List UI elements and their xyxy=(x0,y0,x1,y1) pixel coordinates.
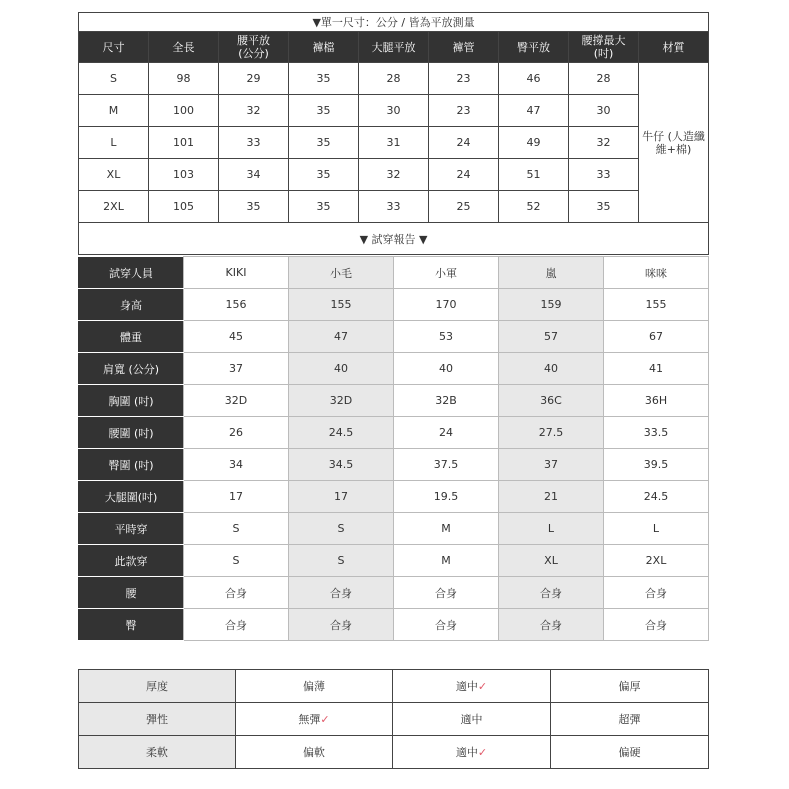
size-header-cell: 褲檔 xyxy=(289,32,359,63)
size-cell: 47 xyxy=(499,95,569,127)
report-cell: 小毛 xyxy=(289,257,394,289)
report-cell: 33.5 xyxy=(604,417,709,449)
report-row xyxy=(79,577,709,609)
report-cell: XL xyxy=(499,545,604,577)
fabric-row-label: 柔軟 xyxy=(79,736,236,769)
report-row xyxy=(79,353,709,385)
size-header-cell: 全長 xyxy=(149,32,219,63)
report-cell: 合身 xyxy=(184,609,289,641)
report-row-label: 平時穿 xyxy=(79,513,184,545)
report-cell: 39.5 xyxy=(604,449,709,481)
report-cell: 2XL xyxy=(604,545,709,577)
fabric-option-label: 適中 xyxy=(460,713,483,726)
size-row xyxy=(79,63,709,95)
fabric-option-cell xyxy=(393,703,551,736)
report-cell: 32D xyxy=(289,385,394,417)
fabric-row xyxy=(79,703,709,736)
report-cell: 32B xyxy=(394,385,499,417)
report-row xyxy=(79,449,709,481)
fitting-report-table xyxy=(78,256,709,641)
size-cell: 35 xyxy=(289,191,359,223)
report-row xyxy=(79,321,709,353)
report-cell: 36C xyxy=(499,385,604,417)
fabric-option-label: 偏厚 xyxy=(618,680,641,693)
fabric-option-cell xyxy=(393,670,551,703)
size-cell: 2XL xyxy=(79,191,149,223)
fabric-row xyxy=(79,670,709,703)
report-row-label: 身高 xyxy=(79,289,184,321)
size-cell: 105 xyxy=(149,191,219,223)
size-row xyxy=(79,159,709,191)
report-cell: 21 xyxy=(499,481,604,513)
size-cell: 35 xyxy=(289,159,359,191)
size-cell: 33 xyxy=(219,127,289,159)
report-cell: 19.5 xyxy=(394,481,499,513)
size-cell: 23 xyxy=(429,63,499,95)
fabric-option-cell xyxy=(551,670,709,703)
size-row xyxy=(79,95,709,127)
size-cell: 49 xyxy=(499,127,569,159)
size-cell: 46 xyxy=(499,63,569,95)
report-cell: 41 xyxy=(604,353,709,385)
size-cell: 32 xyxy=(359,159,429,191)
fabric-table xyxy=(78,669,709,769)
size-cell: 35 xyxy=(569,191,639,223)
report-cell: 24.5 xyxy=(604,481,709,513)
report-cell: 40 xyxy=(499,353,604,385)
size-cell: 28 xyxy=(569,63,639,95)
report-row xyxy=(79,417,709,449)
report-cell: L xyxy=(604,513,709,545)
size-cell: 35 xyxy=(219,191,289,223)
report-row xyxy=(79,481,709,513)
fabric-option-label: 偏硬 xyxy=(618,746,641,759)
report-cell: 26 xyxy=(184,417,289,449)
report-cell: 17 xyxy=(184,481,289,513)
report-cell: S xyxy=(289,545,394,577)
report-cell: L xyxy=(499,513,604,545)
report-cell: 170 xyxy=(394,289,499,321)
size-cell: L xyxy=(79,127,149,159)
size-cell: 35 xyxy=(289,127,359,159)
report-row xyxy=(79,289,709,321)
material-cell: 牛仔 (人造纖維+棉) xyxy=(639,63,709,223)
size-cell: 32 xyxy=(219,95,289,127)
size-header-cell: 尺寸 xyxy=(79,32,149,63)
report-cell: KIKI xyxy=(184,257,289,289)
report-cell: S xyxy=(184,545,289,577)
size-cell: 24 xyxy=(429,127,499,159)
report-cell: 156 xyxy=(184,289,289,321)
report-cell: 40 xyxy=(289,353,394,385)
report-row-label: 胸圍 (吋) xyxy=(79,385,184,417)
report-cell: 40 xyxy=(394,353,499,385)
size-cell: 33 xyxy=(569,159,639,191)
report-cell: 155 xyxy=(604,289,709,321)
size-cell: 35 xyxy=(289,63,359,95)
size-cell: 101 xyxy=(149,127,219,159)
report-cell: M xyxy=(394,513,499,545)
fabric-option-cell xyxy=(551,703,709,736)
report-cell: 合身 xyxy=(394,577,499,609)
report-cell: 45 xyxy=(184,321,289,353)
fabric-option-cell xyxy=(236,670,393,703)
report-cell: 67 xyxy=(604,321,709,353)
report-cell: 17 xyxy=(289,481,394,513)
size-caption: ▼單一尺寸：公分 / 皆為平放測量 xyxy=(79,13,709,32)
report-row-label: 試穿人員 xyxy=(79,257,184,289)
report-cell: 155 xyxy=(289,289,394,321)
report-row xyxy=(79,385,709,417)
size-cell: 31 xyxy=(359,127,429,159)
fabric-option-label: 無彈 xyxy=(298,713,321,726)
report-cell: 159 xyxy=(499,289,604,321)
fabric-option-label: 偏薄 xyxy=(303,680,325,693)
report-row-label: 此款穿 xyxy=(79,545,184,577)
size-cell: 30 xyxy=(569,95,639,127)
fabric-option-cell xyxy=(236,703,393,736)
report-cell: 47 xyxy=(289,321,394,353)
fabric-row-label: 彈性 xyxy=(79,703,236,736)
size-header-cell: 材質 xyxy=(639,32,709,63)
report-cell: 合身 xyxy=(499,577,604,609)
size-row xyxy=(79,127,709,159)
report-row xyxy=(79,609,709,641)
size-cell: 30 xyxy=(359,95,429,127)
report-row-label: 腰 xyxy=(79,577,184,609)
report-cell: 24 xyxy=(394,417,499,449)
fabric-option-label: 偏軟 xyxy=(303,746,325,759)
size-cell: 23 xyxy=(429,95,499,127)
report-cell: 嵐 xyxy=(499,257,604,289)
size-cell: XL xyxy=(79,159,149,191)
size-header-cell: 腰平放 (公分) xyxy=(219,32,289,63)
size-row xyxy=(79,191,709,223)
size-cell: 32 xyxy=(569,127,639,159)
size-cell: S xyxy=(79,63,149,95)
size-header-cell: 褲管 xyxy=(429,32,499,63)
fabric-option-label: 超彈 xyxy=(618,713,641,726)
size-cell: 98 xyxy=(149,63,219,95)
size-table xyxy=(78,12,709,255)
size-cell: 28 xyxy=(359,63,429,95)
report-cell: 32D xyxy=(184,385,289,417)
size-cell: 24 xyxy=(429,159,499,191)
check-icon: ✓ xyxy=(477,680,488,693)
report-row xyxy=(79,513,709,545)
report-cell: 合身 xyxy=(289,609,394,641)
size-cell: 100 xyxy=(149,95,219,127)
report-cell: 合身 xyxy=(394,609,499,641)
report-cell: 合身 xyxy=(604,609,709,641)
report-cell: 37.5 xyxy=(394,449,499,481)
size-cell: 29 xyxy=(219,63,289,95)
report-row-label: 臀圍 (吋) xyxy=(79,449,184,481)
fabric-option-cell xyxy=(551,736,709,769)
report-cell: 合身 xyxy=(604,577,709,609)
report-cell: S xyxy=(289,513,394,545)
size-header-cell: 大腿平放 xyxy=(359,32,429,63)
report-row-label: 臀 xyxy=(79,609,184,641)
size-cell: 34 xyxy=(219,159,289,191)
fabric-option-label: 適中 xyxy=(455,680,478,693)
size-cell: 52 xyxy=(499,191,569,223)
check-icon: ✓ xyxy=(477,746,488,759)
fabric-option-label: 適中 xyxy=(455,746,478,759)
report-cell: 合身 xyxy=(184,577,289,609)
report-title: ▼ 試穿報告 ▼ xyxy=(79,223,709,255)
report-cell: 咪咪 xyxy=(604,257,709,289)
report-cell: 36H xyxy=(604,385,709,417)
size-cell: 103 xyxy=(149,159,219,191)
size-header-row xyxy=(79,32,709,63)
report-row-label: 大腿圍(吋) xyxy=(79,481,184,513)
report-row-label: 腰圍 (吋) xyxy=(79,417,184,449)
report-cell: 27.5 xyxy=(499,417,604,449)
report-row xyxy=(79,545,709,577)
fabric-row xyxy=(79,736,709,769)
size-cell: 33 xyxy=(359,191,429,223)
report-cell: 34 xyxy=(184,449,289,481)
report-cell: 57 xyxy=(499,321,604,353)
report-cell: 37 xyxy=(184,353,289,385)
size-cell: 35 xyxy=(289,95,359,127)
size-header-cell: 臀平放 xyxy=(499,32,569,63)
report-cell: 合身 xyxy=(289,577,394,609)
report-cell: M xyxy=(394,545,499,577)
fabric-row-label: 厚度 xyxy=(79,670,236,703)
size-header-cell: 腰撐最大 (吋) xyxy=(569,32,639,63)
report-cell: 合身 xyxy=(499,609,604,641)
check-icon: ✓ xyxy=(320,713,330,726)
fabric-option-cell xyxy=(393,736,551,769)
report-row xyxy=(79,257,709,289)
report-cell: 34.5 xyxy=(289,449,394,481)
size-cell: 25 xyxy=(429,191,499,223)
report-cell: S xyxy=(184,513,289,545)
report-cell: 53 xyxy=(394,321,499,353)
report-row-label: 體重 xyxy=(79,321,184,353)
fabric-option-cell xyxy=(236,736,393,769)
size-cell: M xyxy=(79,95,149,127)
report-cell: 小軍 xyxy=(394,257,499,289)
report-row-label: 肩寬 (公分) xyxy=(79,353,184,385)
report-cell: 37 xyxy=(499,449,604,481)
report-cell: 24.5 xyxy=(289,417,394,449)
size-cell: 51 xyxy=(499,159,569,191)
